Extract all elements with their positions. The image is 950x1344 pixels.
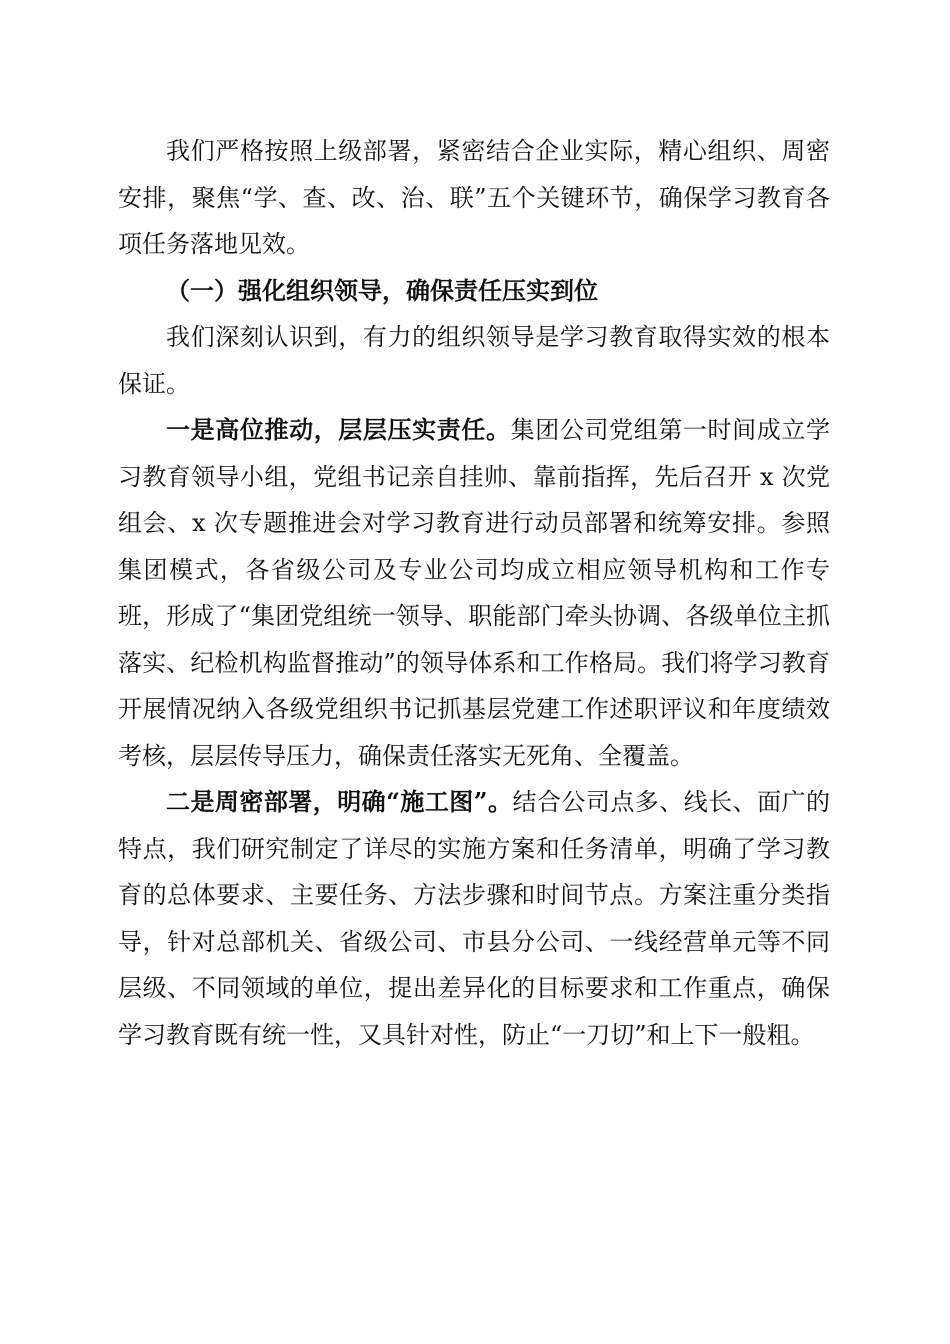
paragraph-point-one [118, 407, 830, 779]
document-body [118, 128, 830, 1058]
paragraph-intro: 我们严格按照上级部署，紧密结合企业实际，精心组织、周密安排，聚焦“学、查、改、治、联”五个关键环节，确保学习教育各项任务落地见效。 [118, 137, 830, 258]
point-two-text: 结合公司点多、线长、面广的特点，我们研究制定了详尽的实施方案和任务清单，明确了学习教育的总体要求、主要任务、方法步骤和时间节点。方案注重分类指导，针对总部机关、省级公司、市县分公司、一线经营单元等不同层级、不同领域的单位，提出差异化的目标要求和工作重点，确保学习教育既有统一性，又具针对性，防止“一刀切”和上下一般粗。 [118, 788, 831, 1049]
point-one-text: 集团公司党组第一时间成立学习教育领导小组，党组书记亲自挂帅、靠前指挥，先后召开 x 次党组会、x 次专题推进会对学习教育进行动员部署和统筹安排。参照集团模式，各省级公司及专业公司均成立相应领导机构和工作专班，形成了“集团党组统一领导、职能部门牵头协调、各级单位主抓落实、纪检机构监督推动”的领导体系和工作格局。我们将学习教育开展情况纳入各级党组织书记抓基层党建工作述职评议和年度绩效考核，层层传导压力，确保责任落实无死角、全覆盖。 [118, 416, 831, 770]
section-heading: （一）强化组织领导，确保责任压实到位 [166, 275, 598, 305]
point-one-lead: 一是高位推动，层层压实责任。 [166, 415, 511, 444]
paragraph-section-intro: 我们深刻认识到，有力的组织领导是学习教育取得实效的根本保证。 [118, 323, 830, 398]
paragraph-point-two [118, 779, 830, 1058]
point-two-lead: 二是周密部署，明确“施工图”。 [166, 787, 513, 816]
